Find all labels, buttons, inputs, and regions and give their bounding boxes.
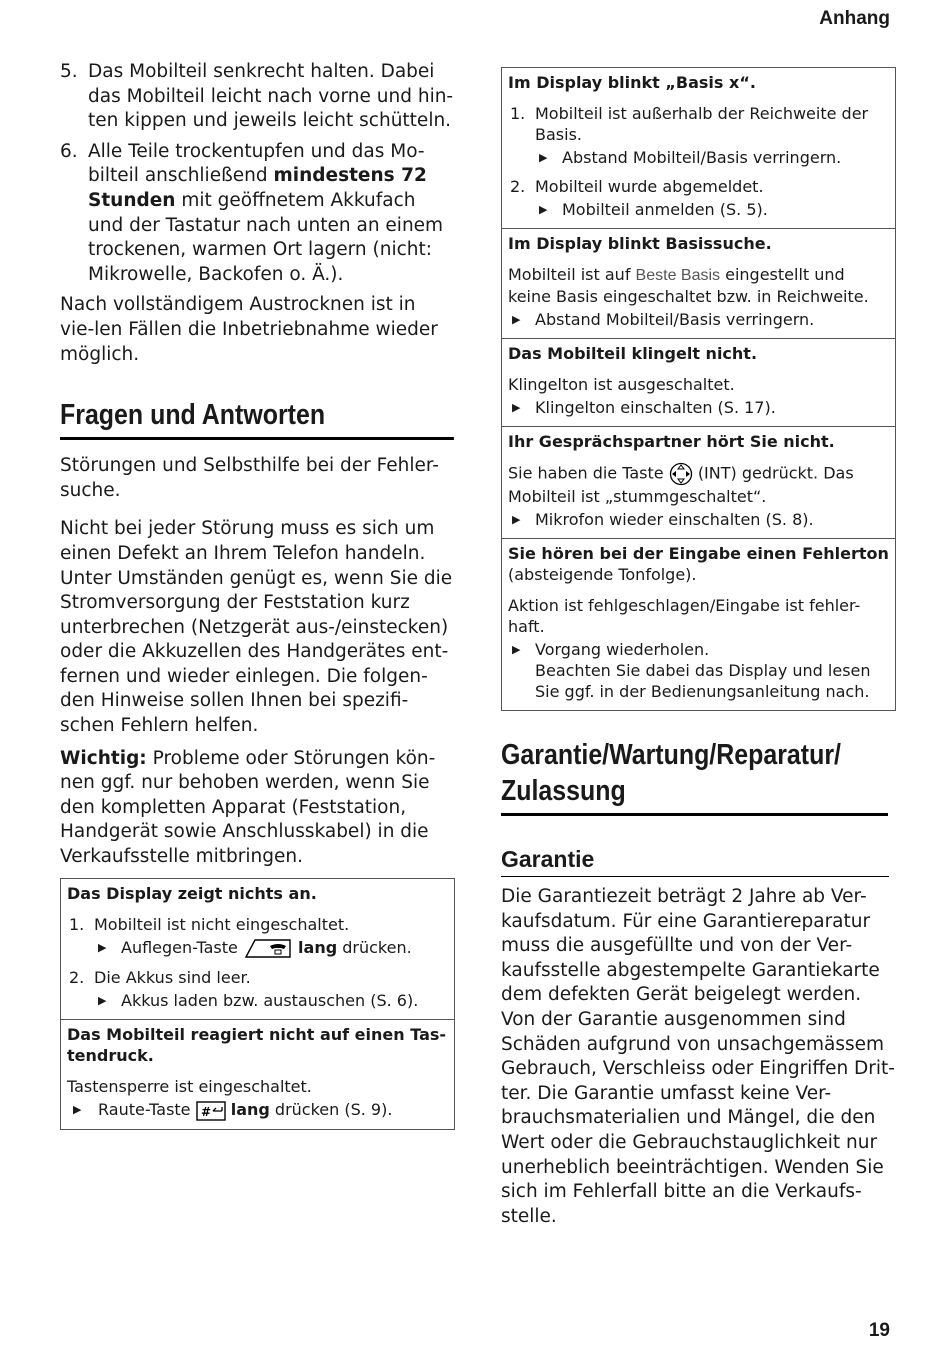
left-column — [60, 60, 455, 1130]
action-item — [535, 147, 889, 168]
action-text: Raute-Taste — [98, 1100, 191, 1120]
cause-item — [508, 176, 889, 220]
action-text: Auflegen-Taste — [121, 937, 238, 957]
cause-text: Mobilteil ist nicht eingeschaltet. — [94, 914, 350, 934]
cause-text: Aktion ist fehlgeschlagen/Eingabe ist fehler-haft. — [508, 596, 861, 636]
cause-number: 1. — [510, 104, 526, 123]
cause-text: Die Akkus sind leer. — [94, 968, 251, 988]
step-number: 6. — [60, 140, 78, 162]
arrow-icon: ▶ — [512, 643, 521, 656]
trouble-title: Das Mobilteil klingelt nicht. — [508, 344, 758, 363]
cause-text-part: (INT) gedrückt. Das Mobilteil ist „stummgeschaltet“. — [508, 463, 854, 506]
trouble-title: Im Display blinkt Basissuche. — [508, 234, 772, 253]
guarantee-heading: Garantie — [501, 846, 889, 877]
cause-text: Mobilteil wurde abgemeldet. — [535, 177, 764, 196]
arrow-icon: ▶ — [512, 401, 521, 414]
action-item — [94, 937, 448, 960]
right-column — [501, 67, 896, 1229]
trouble-title: Das Display zeigt nichts an. — [67, 883, 317, 903]
faq-paragraph: Nicht bei jeder Störung muss es sich um einen Defekt an Ihrem Telefon handeln. Unter Umständen genügt es, wenn Sie die Stromversorgung der Feststation kurz unterbrechen (Netzgerät aus-/einstecken) oder die Akkuzellen des Handgerätes ent-fernen und wieder einlegen. Die folgen-den Hinweise sollen Ihnen bei spezifi-schen Fehlern helfen. — [60, 518, 453, 737]
svg-text:#: # — [200, 1104, 211, 1119]
trouble-title-bold: Sie hören bei der Eingabe einen Fehlerton — [508, 544, 889, 563]
trouble-title: Im Display blinkt „Basis x“. — [508, 73, 756, 92]
cause-item — [67, 967, 448, 1011]
step-text: mit geöffnetem Akkufach und der Tastatur nach unten an einem trockenen, warmen Ort lagern (nicht: Mikrowelle, Backofen o. Ä.). — [88, 189, 444, 285]
arrow-icon: ▶ — [539, 203, 548, 216]
faq-heading: Fragen und Antworten — [60, 397, 454, 440]
trouble-title — [508, 543, 889, 585]
arrow-icon: ▶ — [512, 313, 521, 326]
cause-text: Klingelton ist ausgeschaltet. — [508, 375, 735, 394]
cause-number: 1. — [69, 914, 85, 934]
trouble-table-left — [60, 878, 455, 1130]
trouble-basis-search — [502, 228, 895, 338]
action-text: drücken. — [342, 937, 412, 957]
cause-text-part: Sie haben die Taste — [508, 463, 664, 483]
running-header: Anhang — [819, 8, 890, 29]
cause-item — [67, 914, 448, 960]
important-label: Wichtig: — [60, 747, 147, 769]
trouble-basis-blinks — [502, 68, 895, 228]
drying-steps — [60, 60, 455, 287]
action-text: drücken (S. 9). — [274, 1100, 393, 1120]
arrow-icon: ▶ — [539, 151, 548, 164]
action-text: Abstand Mobilteil/Basis verringern. — [562, 148, 842, 167]
action-item — [508, 509, 889, 530]
trouble-display-blank — [61, 879, 454, 1020]
cause-text-part: eingestellt und keine Basis eingeschaltet bzw. in Reichweite. — [508, 265, 869, 306]
trouble-title: Das Mobilteil reagiert nicht auf einen Tas-tendruck. — [67, 1025, 447, 1066]
step-text: Alle Teile trockentupfen und das Mo-bilteil anschließend — [88, 140, 425, 187]
trouble-title-normal: (absteigende Tonfolge). — [508, 565, 697, 584]
important-note — [60, 747, 455, 870]
arrow-icon: ▶ — [73, 1103, 82, 1117]
trouble-partner-cant-hear — [502, 426, 895, 538]
action-item — [67, 1099, 448, 1121]
menu-term: Beste Basis — [635, 267, 721, 284]
action-item — [535, 199, 889, 220]
action-emphasis: lang — [230, 1100, 270, 1120]
page-number: 19 — [868, 1320, 890, 1341]
end-call-key-icon — [243, 937, 293, 959]
guarantee-paragraph: Die Garantiezeit beträgt 2 Jahre ab Ver-kaufsdatum. Für eine Garantiereparatur muss die ausgefüllte und von der Ver-kaufsstelle abgestempelte Garantiekarte dem defekten Gerät beigelegt werden. Von der Garantie ausgenommen sind Schäden aufgrund von unsachgemässem Gebrauch, Verschleiss oder Eingriffen Drit-ter. Die Garantie umfasst keine Ver-brauchsmaterialien und Mängel, die den Wert oder die Gebrauchstauglichkeit nur unerheblich beeinträchtigen. Wenden Sie sich im Fehlerfall bitte an die Verkaufs-stelle. — [501, 886, 895, 1227]
cause-text — [508, 462, 889, 507]
arrow-icon: ▶ — [512, 513, 521, 526]
cause-number: 2. — [510, 177, 526, 196]
arrow-icon: ▶ — [98, 994, 107, 1008]
cause-number: 2. — [69, 968, 85, 988]
action-item — [508, 397, 889, 418]
step-number: 5. — [60, 61, 78, 82]
action-item — [94, 990, 448, 1011]
step-6 — [60, 140, 455, 288]
step-5 — [60, 60, 455, 134]
cause-text-part: Mobilteil ist auf — [508, 265, 631, 284]
action-emphasis: lang — [298, 937, 338, 957]
action-text: Klingelton einschalten (S. 17). — [535, 398, 776, 417]
trouble-error-tone — [502, 538, 895, 710]
step-text: Das Mobilteil senkrecht halten. Dabei das Mobilteil leicht nach vorne und hin-ten kippen und jeweils leicht schütteln. — [88, 61, 454, 132]
action-text: Akkus laden bzw. austauschen (S. 6). — [121, 991, 419, 1011]
action-item — [508, 639, 889, 702]
cause-text: Mobilteil ist außerhalb der Reichweite der Basis. — [535, 104, 869, 144]
trouble-no-keypress — [61, 1019, 454, 1129]
arrow-icon: ▶ — [98, 940, 107, 954]
action-text: Mikrofon wieder einschalten (S. 8). — [535, 510, 814, 529]
faq-intro: Störungen und Selbsthilfe bei der Fehler-suche. — [60, 455, 439, 501]
action-note: Beachten Sie dabei das Display und lesen Sie ggf. in der Bedienungsanleitung nach. — [535, 661, 871, 701]
trouble-table-right — [501, 67, 896, 711]
cause-text — [508, 264, 889, 307]
action-text: Vorgang wiederholen. — [535, 640, 710, 659]
control-key-icon — [669, 462, 693, 486]
step-emphasis: mindestens 72 Stunden — [88, 165, 427, 211]
warranty-heading: Garantie/Wartung/Reparatur/ Zulassung — [501, 737, 888, 816]
cause-item — [508, 103, 889, 168]
cause-text: Tastensperre ist eingeschaltet. — [67, 1077, 312, 1097]
action-item — [508, 309, 889, 330]
action-text: Abstand Mobilteil/Basis verringern. — [535, 310, 815, 329]
trouble-title: Ihr Gesprächspartner hört Sie nicht. — [508, 432, 835, 451]
trouble-no-ring — [502, 338, 895, 426]
after-drying-paragraph: Nach vollständigem Austrocknen ist in vie-len Fällen die Inbetriebnahme wieder möglich. — [60, 294, 438, 365]
action-text: Mobilteil anmelden (S. 5). — [562, 200, 768, 219]
important-text: Probleme oder Störungen kön-nen ggf. nur behoben werden, wenn Sie den kompletten Apparat (Feststation, Handgerät sowie Anschlusskabel) in die Verkaufsstelle mitbringen. — [60, 747, 436, 868]
hash-key-icon — [196, 1101, 226, 1121]
